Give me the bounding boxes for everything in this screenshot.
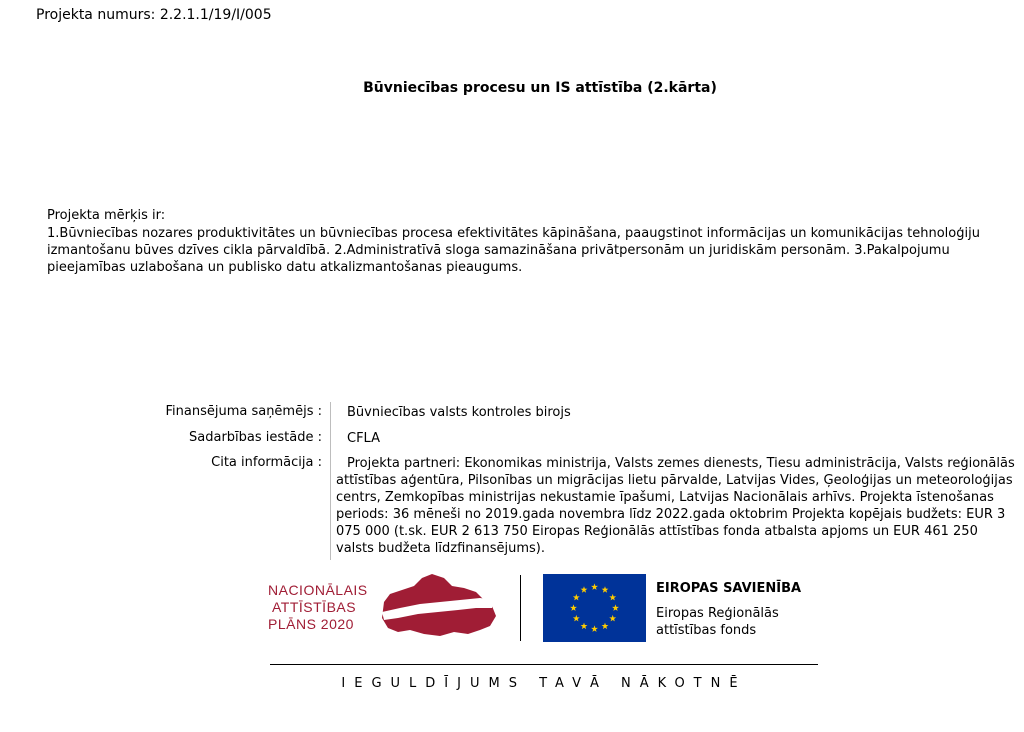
nap-line: ATTĪSTĪBAS [272,599,357,615]
info-divider [330,402,331,560]
nap-line: PLĀNS 2020 [268,616,354,632]
nap-logo-text [268,582,368,633]
eu-title: EIROPAS SAVIENĪBA [656,581,802,596]
info-label: Cita informācija : [211,455,322,470]
project-number: Projekta numurs: 2.2.1.1/19/I/005 [36,7,272,23]
logo-divider [520,575,521,641]
info-label: Sadarbības iestāde : [189,430,322,445]
eu-fund-line: Eiropas Reģionālās [656,606,779,621]
info-value: Būvniecības valsts kontroles birojs [347,405,571,420]
info-label: Finansējuma saņēmējs : [165,404,322,419]
goal-heading: Projekta mērķis ir: [47,208,166,223]
eu-fund-line: attīstības fonds [656,623,757,638]
eu-fund-name [656,605,779,639]
eu-flag-logo [543,574,646,642]
info-value: CFLA [347,431,380,446]
footer-rule [270,664,818,665]
latvia-map-logo [380,572,500,638]
slogan: IEGULDĪJUMS TAVĀ NĀKOTNĒ [341,676,747,691]
nap-line: NACIONĀLAIS [268,582,368,598]
goal-text: 1.Būvniecības nozares produktivitātes un būvniecības procesa efektivitātes kāpināšana, paaugstinot informācijas un komunikācijas tehnoloģiju izmantošanu būves dzīves cikla pārvaldībā. 2.Administratīvā sloga samazināšana privātpersonām un juridiskām personām. 3.Pakalpojumu pieejamības uzlabošana un publisko datu atkalizmantošanas pieaugums. [47,226,980,275]
info-value: Projekta partneri: Ekonomikas ministrija, Valsts zemes dienests, Tiesu administrācija, Valsts reģionālās attīstības aģentūra, Pilsonības un migrācijas lietu pārvalde, Latvijas Vides, Ģeoloģijas un meteoroloģijas centrs, Zemkopības ministrijas nekustamie īpašumi, Latvijas Nacionālais arhīvs. Projekta īstenošanas periods: 36 mēneši no 2019.gada novembra līdz 2022.gada oktobrim Projekta kopējais budžets: EUR 3 075 000 (t.sk. EUR 2 613 750 Eiropas Reģionālās attīstības fonda atbalsta apjoms un EUR 461 250 valsts budžeta līdzfinansējums). [336,456,1015,556]
page-title: Būvniecības procesu un IS attīstība (2.kārta) [363,80,717,96]
